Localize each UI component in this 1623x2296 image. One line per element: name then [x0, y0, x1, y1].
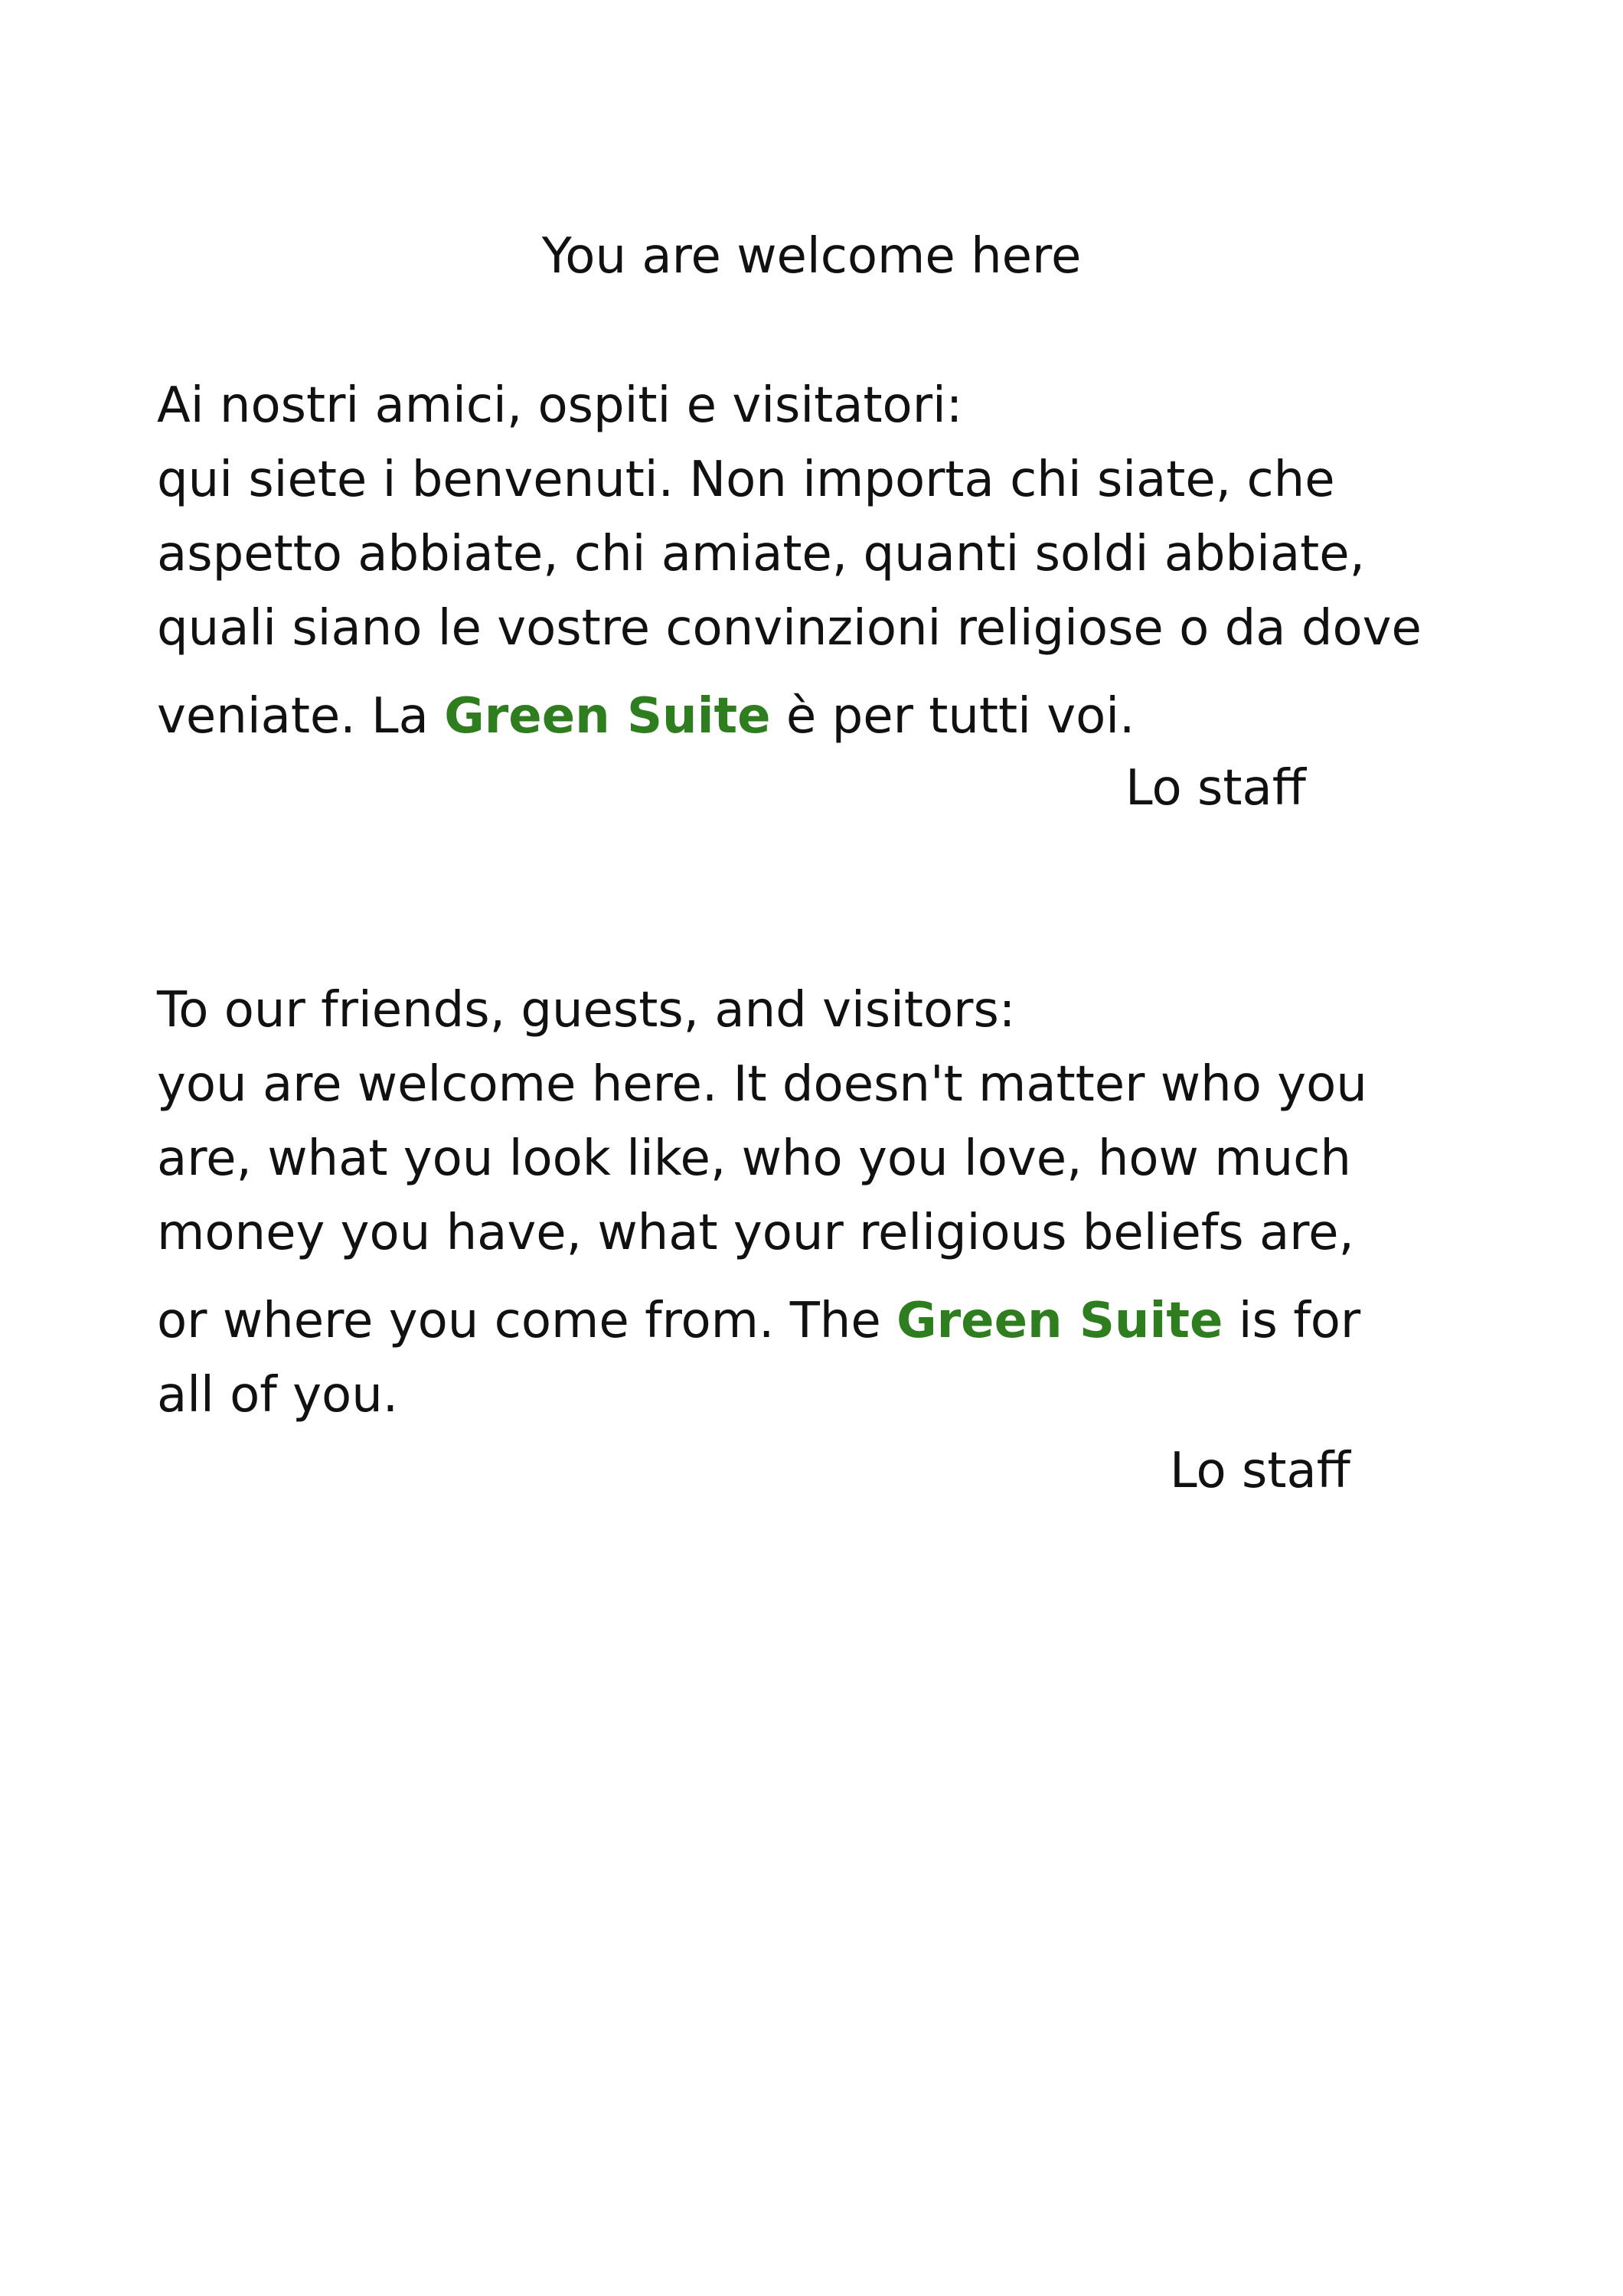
english-text-after: is for — [1223, 1293, 1361, 1349]
english-line: you are welcome here. It doesn't matter who you — [157, 1056, 1367, 1113]
page-title: You are welcome here — [541, 228, 1082, 285]
english-line: money you have, what your religious beliefs are, — [157, 1205, 1354, 1261]
italian-signature: Lo staff — [1125, 760, 1306, 817]
italian-line: Ai nostri amici, ospiti e visitatori: — [157, 377, 963, 434]
italian-text-after: è per tutti voi. — [770, 688, 1135, 745]
english-signature: Lo staff — [1170, 1443, 1350, 1499]
english-green-suite-highlight: Green Suite — [896, 1293, 1223, 1349]
english-paragraph — [157, 974, 1367, 1433]
english-line: are, what you look like, who you love, how much — [157, 1130, 1351, 1187]
english-line-highlight — [157, 1270, 1367, 1358]
italian-paragraph — [157, 369, 1422, 754]
italian-text-before: veniate. La — [157, 688, 445, 745]
italian-line: aspetto abbiate, chi amiate, quanti soldi abbiate, — [157, 526, 1365, 582]
italian-green-suite-highlight: Green Suite — [444, 688, 771, 745]
italian-line: qui siete i benvenuti. Non importa chi siate, che — [157, 452, 1335, 508]
english-text-before: or where you come from. The — [157, 1293, 897, 1349]
english-line: To our friends, guests, and visitors: — [157, 982, 1016, 1039]
italian-line-highlight — [157, 666, 1422, 754]
english-line: all of you. — [157, 1367, 399, 1424]
italian-line: quali siano le vostre convinzioni religiose o da dove — [157, 600, 1422, 657]
